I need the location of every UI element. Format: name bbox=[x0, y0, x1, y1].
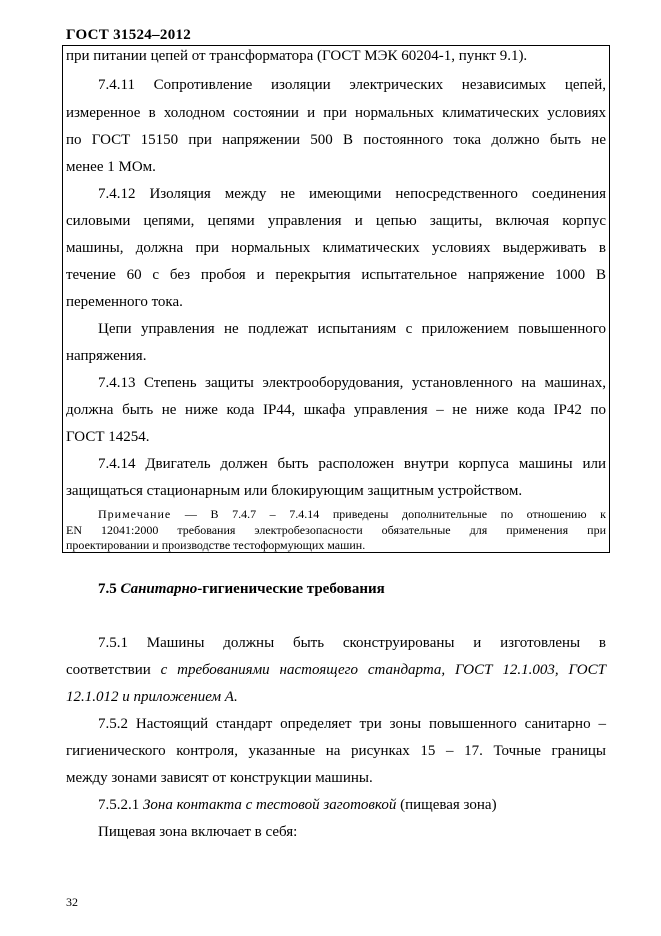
paragraph-7-4-11-line: 7.4.11 Сопротивление изоляции электрических независимых цепей, bbox=[98, 77, 606, 93]
note-text: — В 7.4.7 – 7.4.14 приведены дополнительные по отношению к bbox=[184, 507, 606, 521]
paragraph-food-zone: Пищевая зона включает в себя: bbox=[98, 824, 298, 840]
paragraph-7-4-12-line: переменного тока. bbox=[66, 294, 183, 310]
clause-title-rest: (пищевая зона) bbox=[396, 797, 497, 813]
paragraph-7-5-1-line: 7.5.1 Машины должны быть сконструированы и изготовлены в bbox=[98, 635, 606, 651]
paragraph-7-4-12-line: 7.4.12 Изоляция между не имеющими непосредственного соединения bbox=[98, 186, 606, 202]
text-line: при питании цепей от трансформатора (ГОСТ МЭК 60204-1, пункт 9.1). bbox=[66, 48, 528, 64]
paragraph-7-4-11-line: по ГОСТ 15150 при напряжении 500 В постоянного тока должно быть не bbox=[66, 132, 606, 148]
paragraph-7-4-14-line: 7.4.14 Двигатель должен быть расположен внутри корпуса машины или bbox=[98, 456, 606, 472]
paragraph-7-4-13-line: 7.4.13 Степень защиты электрооборудования, установленного на машинах, bbox=[98, 375, 606, 391]
paragraph-7-4-12-line: машины, должна при нормальных климатических условиях выдерживать в bbox=[66, 240, 606, 256]
document-header: ГОСТ 31524–2012 bbox=[66, 27, 192, 43]
section-heading bbox=[98, 579, 385, 599]
clause-title-italic: Зона контакта с тестовой заготовкой bbox=[143, 797, 397, 813]
paragraph-control-circuits-line: напряжения. bbox=[66, 348, 147, 364]
paragraph-7-4-11-line: менее 1 МОм. bbox=[66, 159, 156, 175]
note-line bbox=[98, 507, 606, 521]
clause-number: 7.5.2.1 bbox=[98, 797, 143, 813]
paragraph-7-4-13-line: должна быть не ниже кода IP44, шкафа управления – не ниже кода IP42 по bbox=[66, 402, 606, 418]
section-title-italic: Санитарно bbox=[120, 581, 198, 597]
paragraph-7-5-1-line: 12.1.012 и приложением А. bbox=[66, 689, 238, 705]
paragraph-7-5-2-1 bbox=[98, 795, 497, 815]
note-line: EN 12041:2000 требования электробезопасности обязательные для применения при bbox=[66, 523, 606, 537]
paragraph-7-5-2-line: между зонами зависят от конструкции машины. bbox=[66, 770, 373, 786]
paragraph-7-4-12-line: течение 60 с без пробоя и перекрытия испытательное напряжение 1000 В bbox=[66, 267, 606, 283]
page-number: 32 bbox=[66, 895, 78, 909]
paragraph-7-5-2-line: гигиенического контроля, указанные на рисунках 15 – 17. Точные границы bbox=[66, 743, 606, 759]
paragraph-7-4-11-line: измеренное в холодном состоянии и при нормальных климатических условиях bbox=[66, 105, 606, 121]
text-span-italic: с требованиями настоящего стандарта, ГОСТ 12.1.003, ГОСТ bbox=[160, 662, 606, 678]
paragraph-7-4-12-line: силовыми цепями, цепями управления и цепью защиты, включая корпус bbox=[66, 213, 606, 229]
paragraph-7-5-2-line: 7.5.2 Настоящий стандарт определяет три зоны повышенного санитарно – bbox=[98, 716, 606, 732]
text-span: соответствии bbox=[66, 662, 161, 678]
paragraph-7-5-1-line bbox=[66, 660, 606, 680]
note-label: Примечание bbox=[98, 507, 172, 521]
paragraph-control-circuits-line: Цепи управления не подлежат испытаниям с приложением повышенного bbox=[98, 321, 606, 337]
paragraph-7-4-13-line: ГОСТ 14254. bbox=[66, 429, 150, 445]
note-line: проектировании и производстве тестоформующих машин. bbox=[66, 538, 366, 552]
section-number: 7.5 bbox=[98, 581, 121, 597]
section-title-rest: -гигиенические требования bbox=[197, 581, 385, 597]
paragraph-7-4-14-line: защищаться стационарным или блокирующим защитным устройством. bbox=[66, 483, 523, 499]
